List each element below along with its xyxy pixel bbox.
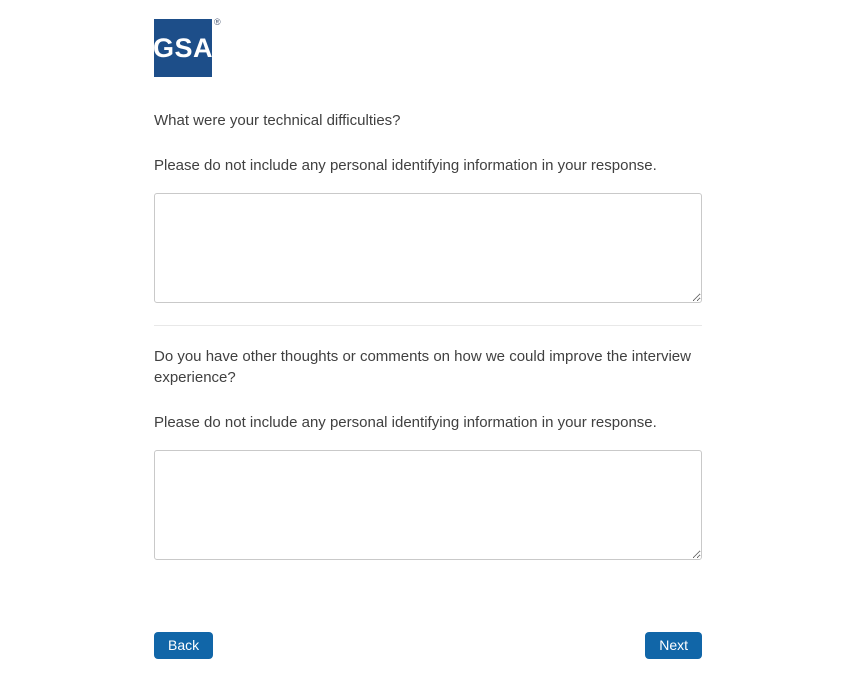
section-divider xyxy=(154,325,702,326)
registered-trademark-icon: ® xyxy=(214,17,221,27)
answer-textarea-other-comments[interactable] xyxy=(154,450,702,560)
question-block-technical-difficulties xyxy=(154,110,702,303)
question-block-other-comments xyxy=(154,346,702,560)
answer-textarea-technical-difficulties[interactable] xyxy=(154,193,702,303)
privacy-note: Please do not include any personal identifying information in your response. xyxy=(154,414,657,431)
survey-page xyxy=(154,0,702,691)
gsa-logo-text: GSA xyxy=(153,32,214,63)
gsa-logo-square xyxy=(154,19,212,77)
privacy-note: Please do not include any personal identifying information in your response. xyxy=(154,157,657,174)
gsa-logo xyxy=(154,19,702,77)
navigation-buttons xyxy=(154,632,702,659)
back-button[interactable]: Back xyxy=(154,632,213,659)
question-text: What were your technical difficulties? xyxy=(154,112,401,129)
question-text: Do you have other thoughts or comments on how we could improve the interview experience? xyxy=(154,348,691,386)
next-button[interactable]: Next xyxy=(645,632,702,659)
